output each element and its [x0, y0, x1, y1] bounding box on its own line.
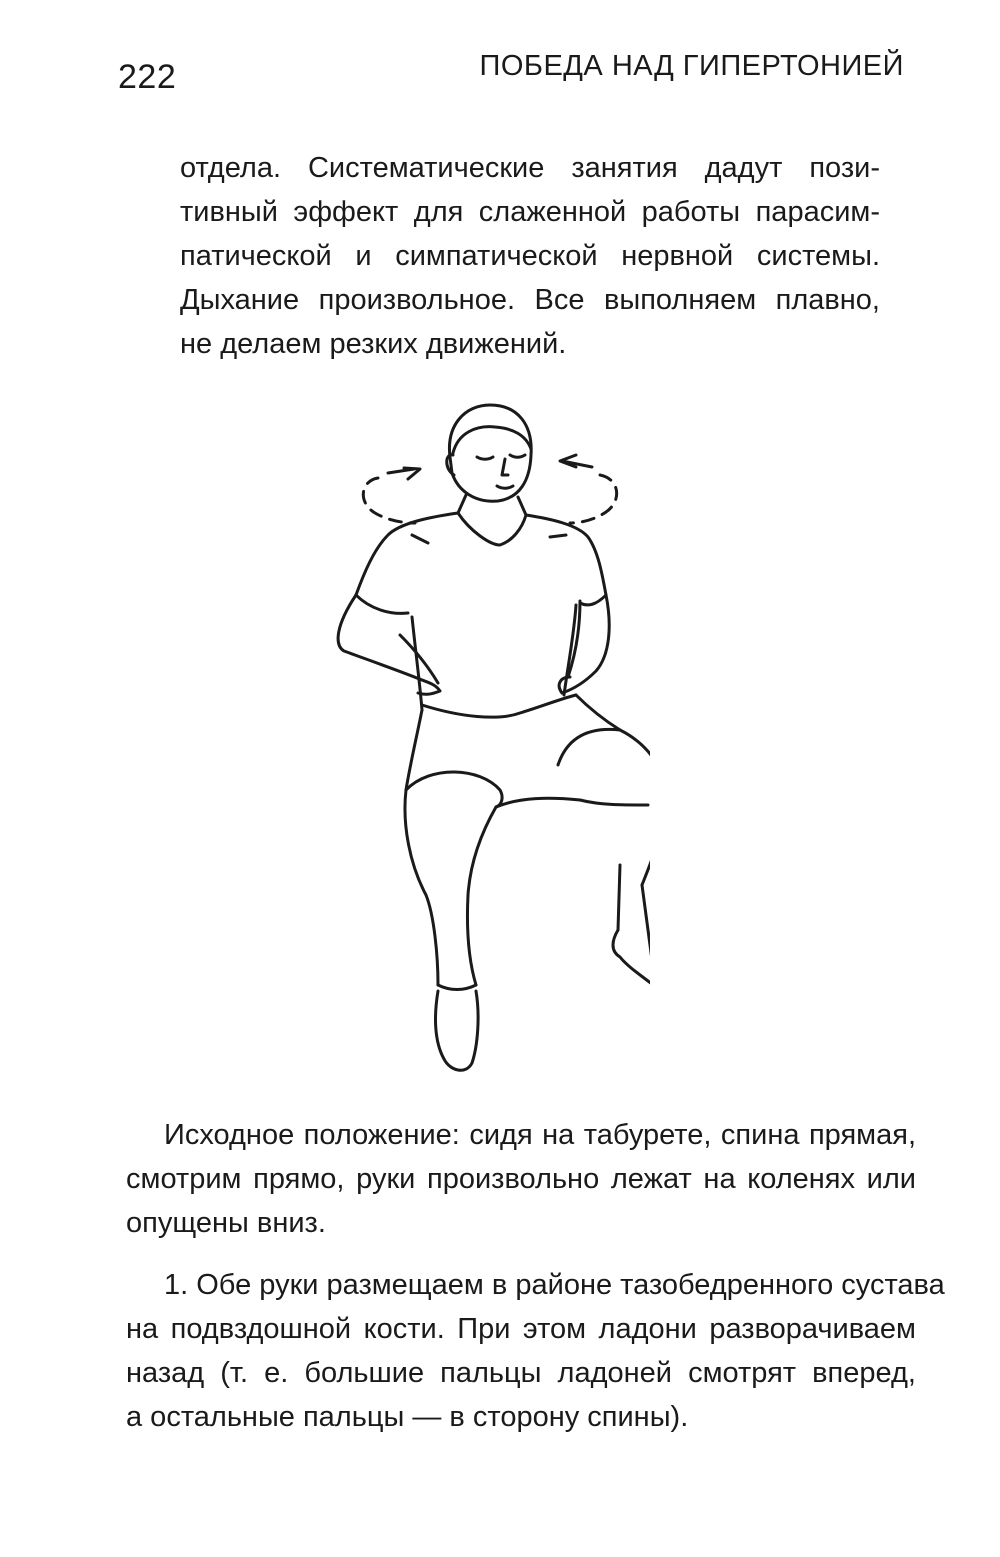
sleeve-left — [356, 595, 408, 613]
neck-right — [518, 497, 526, 515]
shoulder-right — [526, 515, 606, 595]
shoulder-left — [356, 513, 458, 595]
foot-right — [613, 930, 650, 1002]
seated-man-head-rotation-illustration-icon — [330, 395, 650, 1085]
hair-line — [453, 427, 531, 453]
text-line: отдела. Систематические занятия дадут пози- — [180, 152, 880, 184]
text-line: тивный эффект для слаженной работы парасим- — [180, 196, 880, 228]
text-line: патической и симпатической нервной системы. — [180, 240, 880, 272]
exercise-illustration — [330, 395, 650, 1085]
shin-right-inner — [618, 865, 620, 930]
page-number: 222 — [118, 58, 177, 96]
running-title: ПОБЕДА НАД ГИПЕРТОНИЕЙ — [479, 50, 904, 82]
shin-left — [405, 790, 438, 985]
shoulder-seam-right — [550, 535, 566, 537]
text-line: а остальные пальцы — в сторону спины). — [126, 1401, 689, 1433]
eye-right — [510, 455, 525, 457]
step-1-paragraph — [126, 1263, 945, 1439]
shin-left-inner — [467, 807, 496, 985]
shorts-hem-left — [406, 772, 502, 807]
mouth — [497, 486, 513, 488]
intro-paragraph — [180, 146, 880, 366]
text-line: Исходное положение: сидя на табурете, спина прямая, — [164, 1119, 916, 1151]
waistband — [422, 695, 576, 717]
nose — [502, 459, 508, 475]
text-line: смотрим прямо, руки произвольно лежат на коленях или — [126, 1163, 916, 1195]
torso-left — [412, 617, 422, 710]
thigh-right — [620, 730, 650, 885]
start-position-paragraph — [126, 1113, 916, 1245]
shorts-left — [406, 710, 422, 790]
text-line: опущены вниз. — [126, 1207, 326, 1239]
crotch — [496, 798, 580, 807]
text-line: назад (т. е. большие пальцы ладоней смотрят вперед, — [126, 1357, 916, 1389]
foot-left — [436, 991, 479, 1070]
rotation-arrow-right — [570, 475, 617, 523]
shorts-hem-right — [558, 729, 620, 765]
shorts-right — [576, 695, 620, 730]
knee-right — [580, 800, 648, 805]
shin-right — [642, 885, 650, 960]
arm-left — [338, 595, 422, 680]
sleeve-right — [580, 595, 606, 605]
arrow-dash-left — [388, 469, 414, 473]
shoulder-seam-left — [412, 535, 428, 543]
shirt-collar — [458, 513, 526, 545]
text-line: на подвздошной кости. При этом ладони разворачиваем — [126, 1313, 916, 1345]
text-line: не делаем резких движений. — [180, 328, 567, 360]
head-outline — [449, 405, 531, 501]
rotation-arrow-left — [363, 478, 415, 523]
eye-left — [477, 457, 493, 459]
text-line: 1. Обе руки размещаем в районе тазобедренного сустава — [164, 1269, 945, 1301]
neck-left — [458, 495, 466, 513]
text-line: Дыхание произвольное. Все выполняем плавно, — [180, 284, 880, 316]
sock-left — [438, 985, 476, 990]
